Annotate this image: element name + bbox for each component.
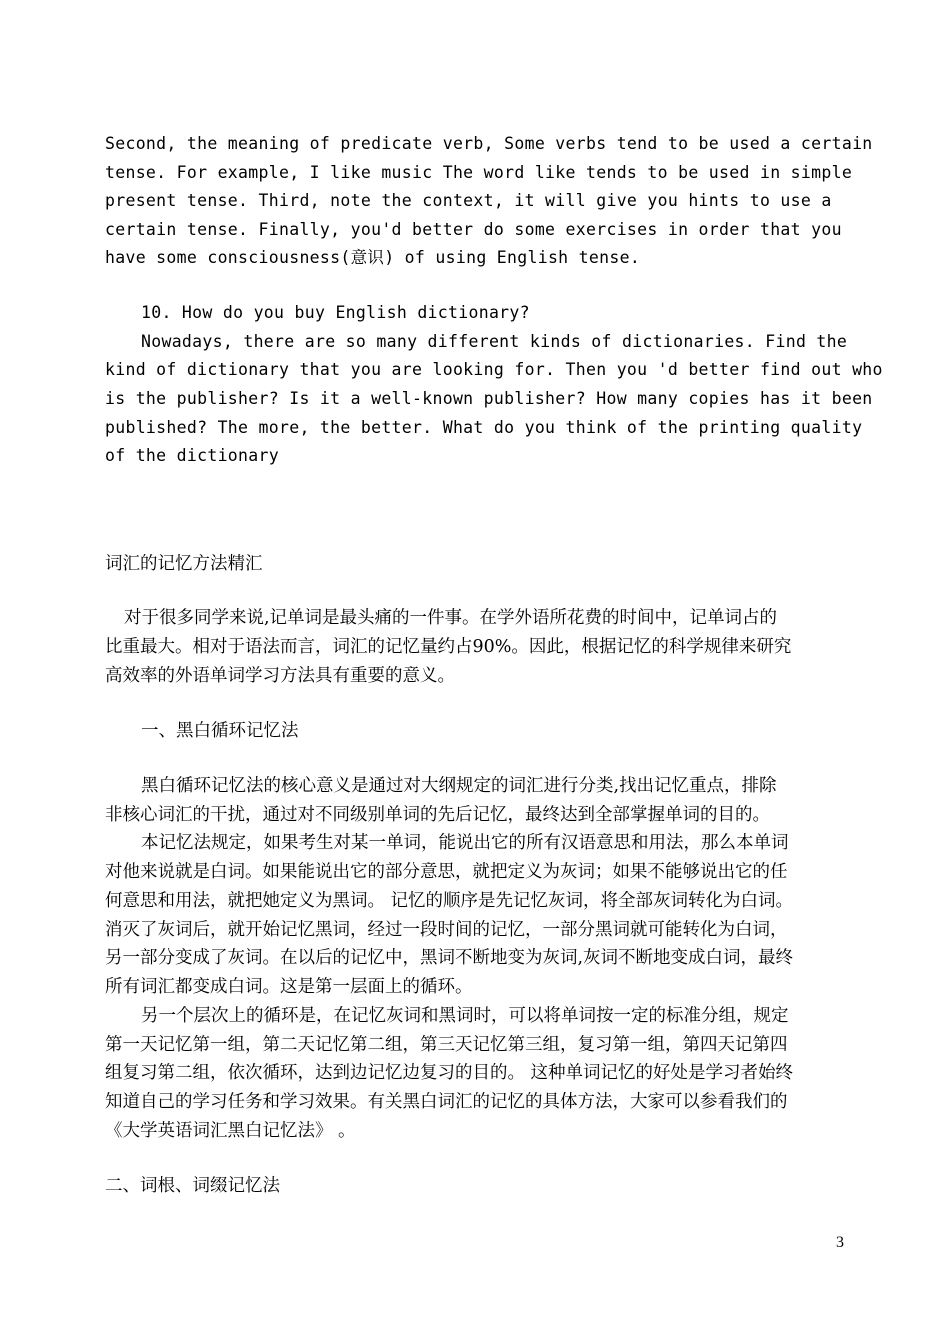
answer-line: of the dictionary xyxy=(105,446,279,465)
english-line: Second, the meaning of predicate verb, Some verbs tend to be used a certain xyxy=(105,134,873,153)
method-1-line: 非核心词汇的干扰，通过对不同级别单词的先后记忆，最终达到全部掌握单词的目的。 xyxy=(105,805,770,825)
answer-line: kind of dictionary that you are looking for. Then you 'd better find out who xyxy=(105,360,883,379)
intro-line: 对于很多同学来说,记单词是最头痛的一件事。在学外语所花费的时间中，记单词占的 xyxy=(124,608,778,628)
method-1-line: 黑白循环记忆法的核心意义是通过对大纲规定的词汇进行分类,找出记忆重点，排除 xyxy=(141,776,777,796)
method-1-line: 《大学英语词汇黑白记忆法》 。 xyxy=(105,1121,356,1141)
method-1-line: 本记忆法规定，如果考生对某一单词，能说出它的所有汉语意思和用法，那么本单词 xyxy=(141,833,789,853)
method-1-line: 知道自己的学习任务和学习效果。有关黑白词汇的记忆的具体方法，大家可以参看我们的 xyxy=(105,1092,788,1112)
answer-line: Nowadays, there are so many different kinds of dictionaries. Find the xyxy=(141,332,848,351)
method-1-line: 组复习第二组，依次循环，达到边记忆边复习的目的。 这种单词记忆的好处是学习者始终 xyxy=(105,1063,794,1083)
section-title: 词汇的记忆方法精汇 xyxy=(105,554,263,574)
method-1-line: 另一部分变成了灰词。在以后的记忆中，黑词不断地变为灰词,灰词不断地变成白词，最终 xyxy=(105,948,794,968)
english-line: present tense. Third, note the context, it will give you hints to use a xyxy=(105,191,832,210)
method-1-line: 第一天记忆第一组，第二天记忆第二组，第三天记忆第三组，复习第一组，第四天记第四 xyxy=(105,1035,788,1055)
method-1-line: 对他来说就是白词。如果能说出它的部分意思，就把定义为灰词；如果不能够说出它的任 xyxy=(105,862,788,882)
method-1-heading: 一、黑白循环记忆法 xyxy=(141,721,299,741)
answer-line: published? The more, the better. What do you think of the printing quality xyxy=(105,418,863,437)
method-1-line: 另一个层次上的循环是，在记忆灰词和黑词时，可以将单词按一定的标准分组，规定 xyxy=(141,1006,789,1026)
question-heading: 10. How do you buy English dictionary? xyxy=(141,303,530,322)
method-1-line: 消灭了灰词后，就开始记忆黑词，经过一段时间的记忆，一部分黑词就可能转化为白词， xyxy=(105,920,788,940)
method-1-line: 所有词汇都变成白词。这是第一层面上的循环。 xyxy=(105,977,473,997)
page-number: 3 xyxy=(836,1234,844,1251)
english-line: tense. For example, I like music The word like tends to be used in simple xyxy=(105,163,853,182)
english-line: certain tense. Finally, you'd better do some exercises in order that you xyxy=(105,220,842,239)
answer-line: is the publisher? Is it a well-known publisher? How many copies has it been xyxy=(105,389,873,408)
english-line: have some consciousness(意识) of using English tense. xyxy=(105,248,641,267)
method-1-line: 何意思和用法，就把她定义为黑词。 记忆的顺序是先记忆灰词，将全部灰词转化为白词。 xyxy=(105,891,794,911)
method-2-heading: 二、词根、词缀记忆法 xyxy=(105,1176,280,1196)
intro-line: 高效率的外语单词学习方法具有重要的意义。 xyxy=(105,666,455,686)
intro-line: 比重最大。相对于语法而言，词汇的记忆量约占90%。因此，根据记忆的科学规律来研究 xyxy=(105,637,792,657)
